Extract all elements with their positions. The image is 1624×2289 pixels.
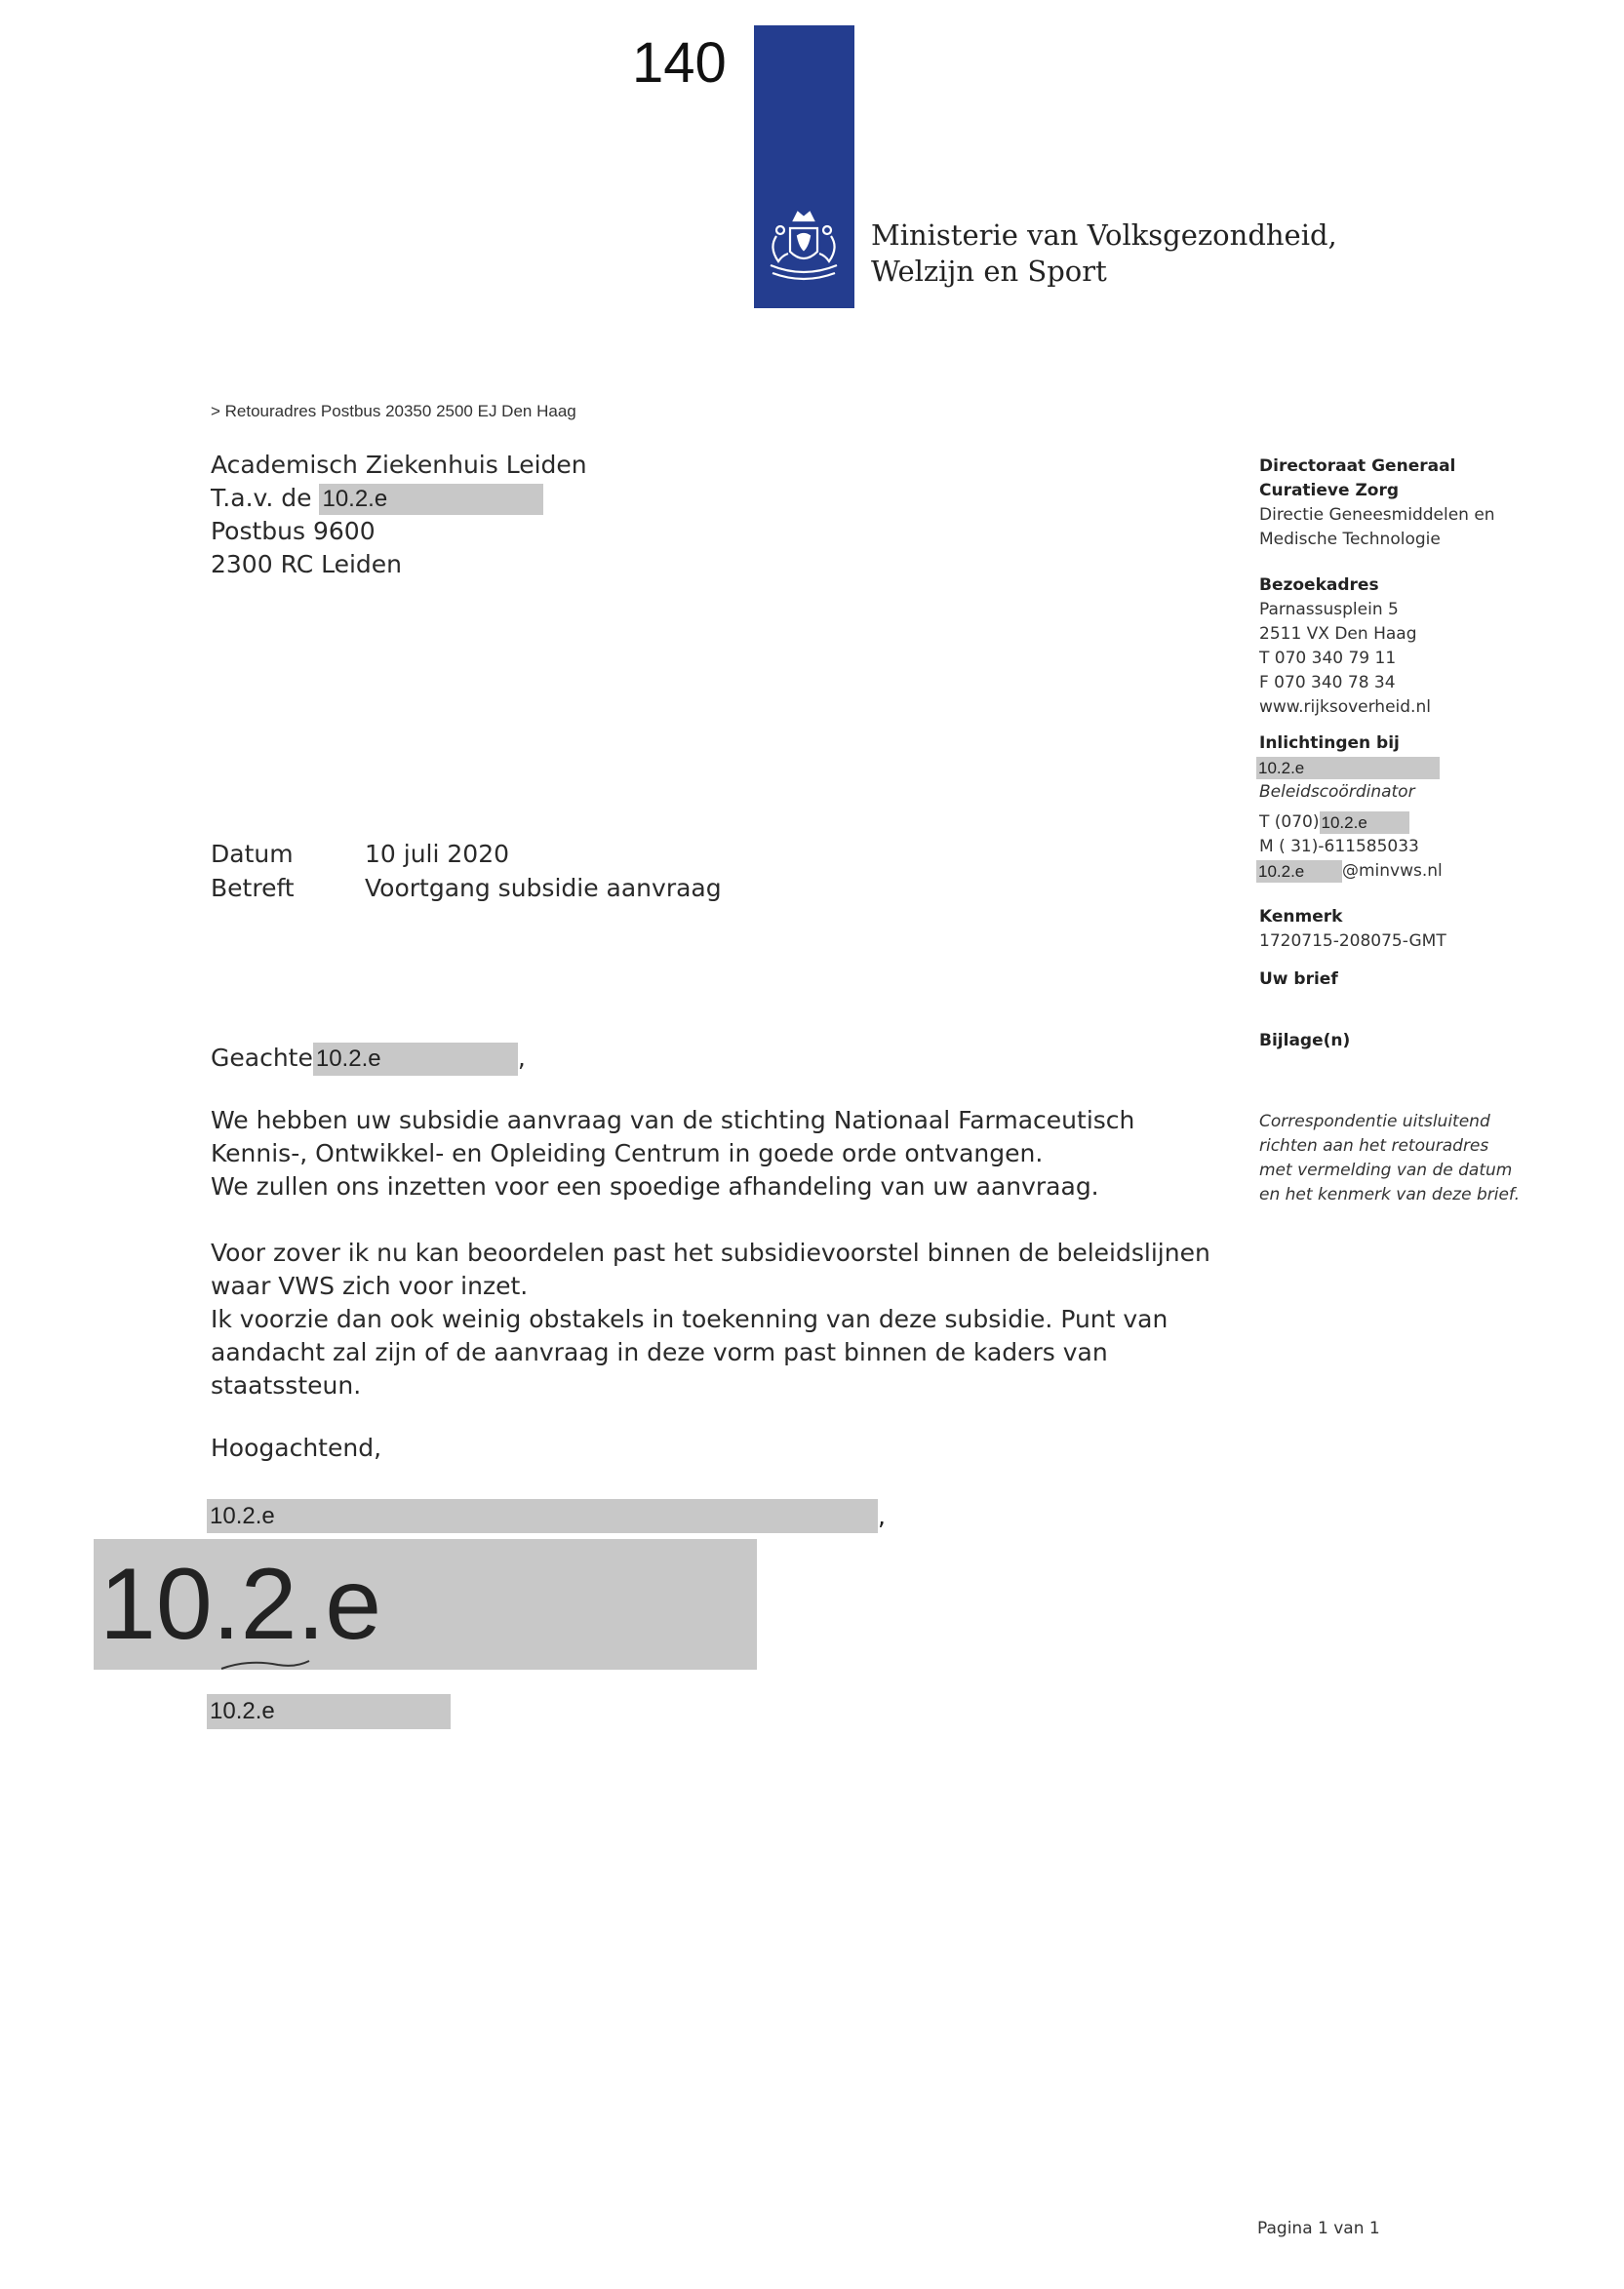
redaction-box: 10.2.e [1256, 860, 1342, 883]
ref-value: 1720715-208075-GMT [1259, 931, 1446, 951]
ministry-name-line-2: Welzijn en Sport [871, 255, 1107, 288]
sidebar-visit-address [1259, 573, 1542, 720]
sidebar-reference [1259, 905, 1542, 954]
info-role: Beleidscoördinator [1259, 782, 1415, 802]
signature-stroke [219, 1655, 312, 1675]
visit-web: www.rijksoverheid.nl [1259, 697, 1431, 717]
body-line: We zullen ons inzetten voor een spoedige afhandeling van uw aanvraag. [211, 1172, 1099, 1201]
salutation-prefix: Geachte [211, 1044, 313, 1072]
redaction-box: 10.2.e [319, 484, 543, 515]
sidebar-contact [1259, 731, 1542, 884]
sidebar-your-letter [1259, 967, 1542, 992]
closing: Hoogachtend, [211, 1434, 382, 1462]
visit-head: Bezoekadres [1259, 575, 1379, 595]
info-phone [1259, 810, 1542, 835]
attachments-head: Bijlage(n) [1259, 1031, 1351, 1050]
ministry-name-line-1: Ministerie van Volksgezondheid, [871, 218, 1337, 252]
visit-phone: T 070 340 79 11 [1259, 649, 1397, 668]
recipient-line-1: Academisch Ziekenhuis Leiden [211, 451, 587, 479]
recipient-line-3: Postbus 9600 [211, 517, 376, 545]
info-email [1259, 859, 1542, 884]
recipient-line-4: 2300 RC Leiden [211, 550, 403, 578]
body-line: staatssteun. [211, 1371, 362, 1400]
signature-redaction-2: 10.2.e [207, 1694, 451, 1729]
body-line: Voor zover ik nu kan beoordelen past het subsidievoorstel binnen de beleidslijnen [211, 1239, 1210, 1267]
document-number: 140 [632, 31, 727, 95]
ministry-name [871, 217, 1337, 290]
date-row [211, 837, 722, 871]
recipient-address [211, 449, 587, 581]
recipient-line-2 [211, 482, 587, 515]
body-paragraph-1 [211, 1104, 1225, 1204]
coat-of-arms-icon [759, 207, 849, 295]
letter-meta [211, 837, 722, 905]
info-mobile: M ( 31)-611585033 [1259, 837, 1419, 856]
body-line: aandacht zal zijn of de aanvraag in deze vorm past binnen de kaders van [211, 1338, 1108, 1366]
your-letter-head: Uw brief [1259, 969, 1338, 989]
sidebar-organisation [1259, 454, 1542, 552]
page-footer: Pagina 1 van 1 [1257, 2219, 1380, 2238]
return-address: > Retouradres Postbus 20350 2500 EJ Den Haag [211, 402, 576, 420]
redaction-box: 10.2.e [1320, 811, 1409, 834]
body-paragraph-2 [211, 1237, 1225, 1402]
body-line: Ik voorzie dan ook weinig obstakels in toekenning van deze subsidie. Punt van [211, 1305, 1168, 1333]
redaction-box: 10.2.e [1256, 757, 1440, 779]
recipient-attention-prefix: T.a.v. de [211, 484, 312, 512]
body-line: We hebben uw subsidie aanvraag van de stichting Nationaal Farmaceutisch [211, 1106, 1135, 1134]
body-line: waar VWS zich voor inzet. [211, 1272, 529, 1300]
signature-redaction-large: 10.2.e [94, 1539, 757, 1670]
subject-row [211, 871, 722, 905]
signature-comma: , [878, 1502, 886, 1530]
date-label: Datum [211, 840, 294, 868]
subject-value: Voortgang subsidie aanvraag [365, 874, 722, 902]
date-value: 10 juli 2020 [365, 840, 510, 868]
sidebar-info [1259, 454, 1542, 1207]
sidebar-attachments [1259, 1029, 1542, 1053]
salutation [211, 1042, 526, 1076]
info-email-suffix: @minvws.nl [1342, 861, 1443, 881]
info-phone-prefix: T (070) [1259, 812, 1320, 832]
org-head-1: Directoraat Generaal [1259, 456, 1456, 476]
body-line: Kennis-, Ontwikkel- en Opleiding Centrum in goede orde ontvangen. [211, 1139, 1044, 1167]
org-head-2: Curatieve Zorg [1259, 481, 1400, 500]
info-head: Inlichtingen bij [1259, 733, 1400, 753]
visit-fax: F 070 340 78 34 [1259, 673, 1396, 692]
visit-line-1: Parnassusplein 5 [1259, 600, 1399, 619]
salutation-suffix: , [517, 1044, 526, 1072]
signature-redaction-1: 10.2.e [207, 1499, 878, 1533]
correspondence-note: Correspondentie uitsluitend richten aan het retouradres met vermelding van de datum en het kenmerk van deze brief. [1259, 1112, 1521, 1204]
org-line-1: Directie Geneesmiddelen en [1259, 505, 1495, 525]
visit-line-2: 2511 VX Den Haag [1259, 624, 1417, 644]
subject-label: Betreft [211, 874, 295, 902]
org-line-2: Medische Technologie [1259, 530, 1441, 549]
redaction-box: 10.2.e [313, 1043, 518, 1076]
ref-head: Kenmerk [1259, 907, 1343, 927]
